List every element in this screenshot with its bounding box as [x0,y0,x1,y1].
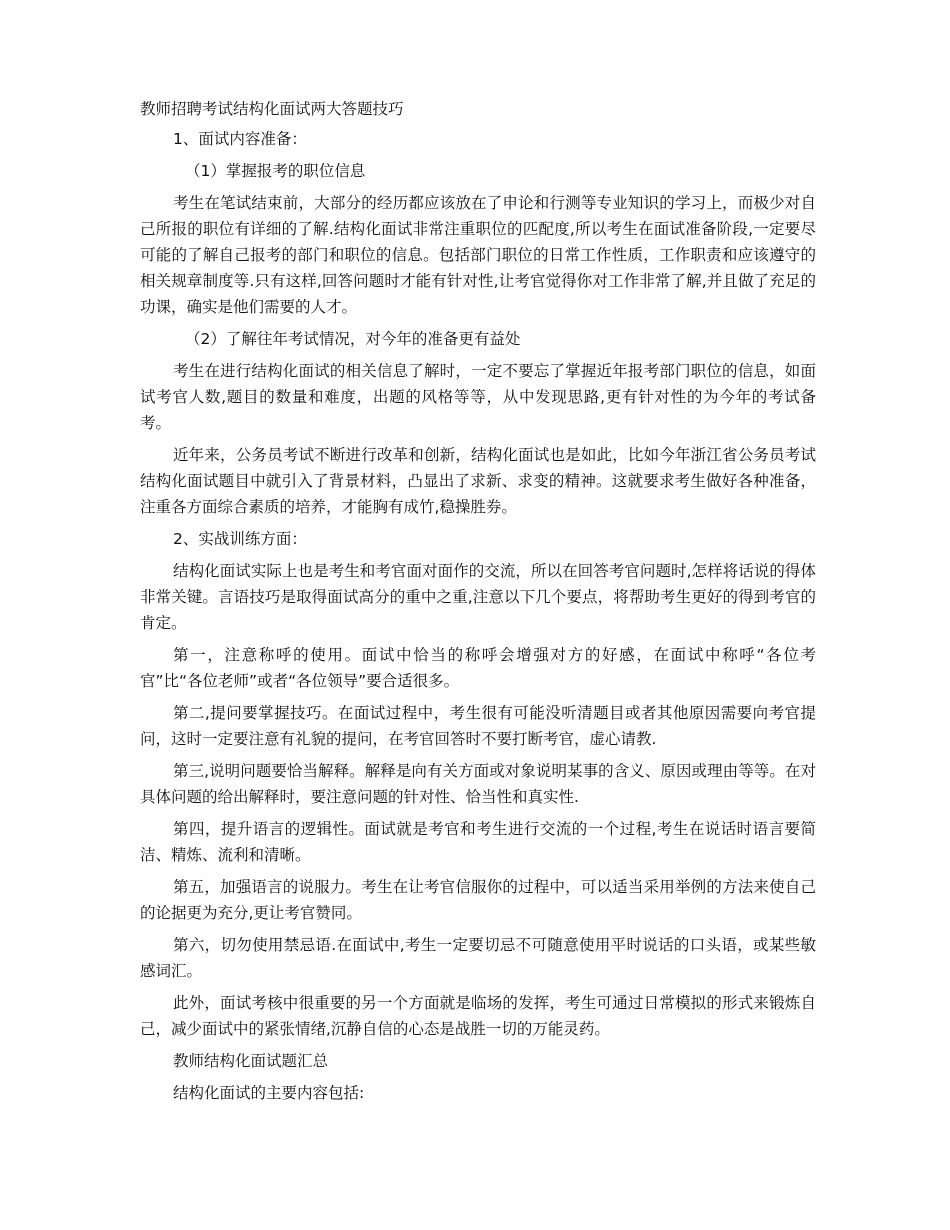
paragraph-job-info: 考生在笔试结束前，大部分的经历都应该放在了申论和行测等专业知识的学习上，而极少对自己所报的职位有详细的了解.结构化面试非常注重职位的匹配度,所以考生在面试准备阶段,一定要尽可能的了解自己报考的部门和职位的信息。包括部门职位的日常工作性质，工作职责和应该遵守的相关规章制度等.只有这样,回答问题时才能有针对性,让考官觉得你对工作非常了解,并且做了充足的功课，确实是他们需要的人才。 [140,194,816,316]
paragraph-reform: 近年来，公务员考试不断进行改革和创新，结构化面试也是如此，比如今年浙江省公务员考试结构化面试题目中就引入了背景材料，凸显出了求新、求变的精神。这就要求考生做好各种准备，注重各方面综合素质的培养，才能胸有成竹,稳操胜券。 [140,446,816,516]
paragraph-tip-4: 第四，提升语言的逻辑性。面试就是考官和考生进行交流的一个过程,考生在说话时语言要简洁、精炼、流利和清晰。 [140,820,816,864]
paragraph-tip-5: 第五，加强语言的说服力。考生在让考官信服你的过程中，可以适当采用举例的方法来使自己的论据更为充分,更让考官赞同。 [140,878,816,922]
paragraph-main-content: 结构化面试的主要内容包括: [173,1084,365,1102]
document-title: 教师招聘考试结构化面试两大答题技巧 [140,100,404,118]
subheading-past-exams: （2）了解往年考试情况，对今年的准备更有益处 [185,330,521,348]
section-heading-practice: 2、实战训练方面： [173,530,307,548]
paragraph-tip-1: 第一，注意称呼的使用。面试中恰当的称呼会增强对方的好感，在面试中称呼“各位考官”比“各位老师”或者“各位领导”要合适很多。 [140,646,816,690]
document-body [140,96,816,1112]
heading-question-summary: 教师结构化面试题汇总 [173,1052,329,1070]
paragraph-tip-3: 第三,说明问题要恰当解释。解释是向有关方面或对象说明某事的含义、原因或理由等等。在对具体问题的给出解释时，要注意问题的针对性、恰当性和真实性. [140,762,816,806]
paragraph-tip-6: 第六，切勿使用禁忌语.在面试中,考生一定要切忌不可随意使用平时说话的口头语，或某些敏感词汇。 [140,936,816,980]
section-heading-preparation: 1、面试内容准备： [173,130,307,148]
subheading-job-info: （1）掌握报考的职位信息 [185,162,366,180]
paragraph-additional: 此外，面试考核中很重要的另一个方面就是临场的发挥，考生可通过日常模拟的形式来锻炼自己，减少面试中的紧张情绪,沉静自信的心态是战胜一切的万能灵药。 [140,994,816,1038]
paragraph-past-exams: 考生在进行结构化面试的相关信息了解时，一定不要忘了掌握近年报考部门职位的信息，如面试考官人数,题目的数量和难度，出题的风格等等，从中发现思路,更有针对性的为今年的考试备考。 [140,362,816,432]
paragraph-practice-intro: 结构化面试实际上也是考生和考官面对面作的交流，所以在回答考官问题时,怎样将话说的得体非常关键。言语技巧是取得面试高分的重中之重,注意以下几个要点，将帮助考生更好的得到考官的肯定。 [140,562,816,632]
paragraph-tip-2: 第二,提问要掌握技巧。在面试过程中，考生很有可能没听清题目或者其他原因需要向考官提问，这时一定要注意有礼貌的提问，在考官回答时不要打断考官，虚心请教. [140,704,816,748]
